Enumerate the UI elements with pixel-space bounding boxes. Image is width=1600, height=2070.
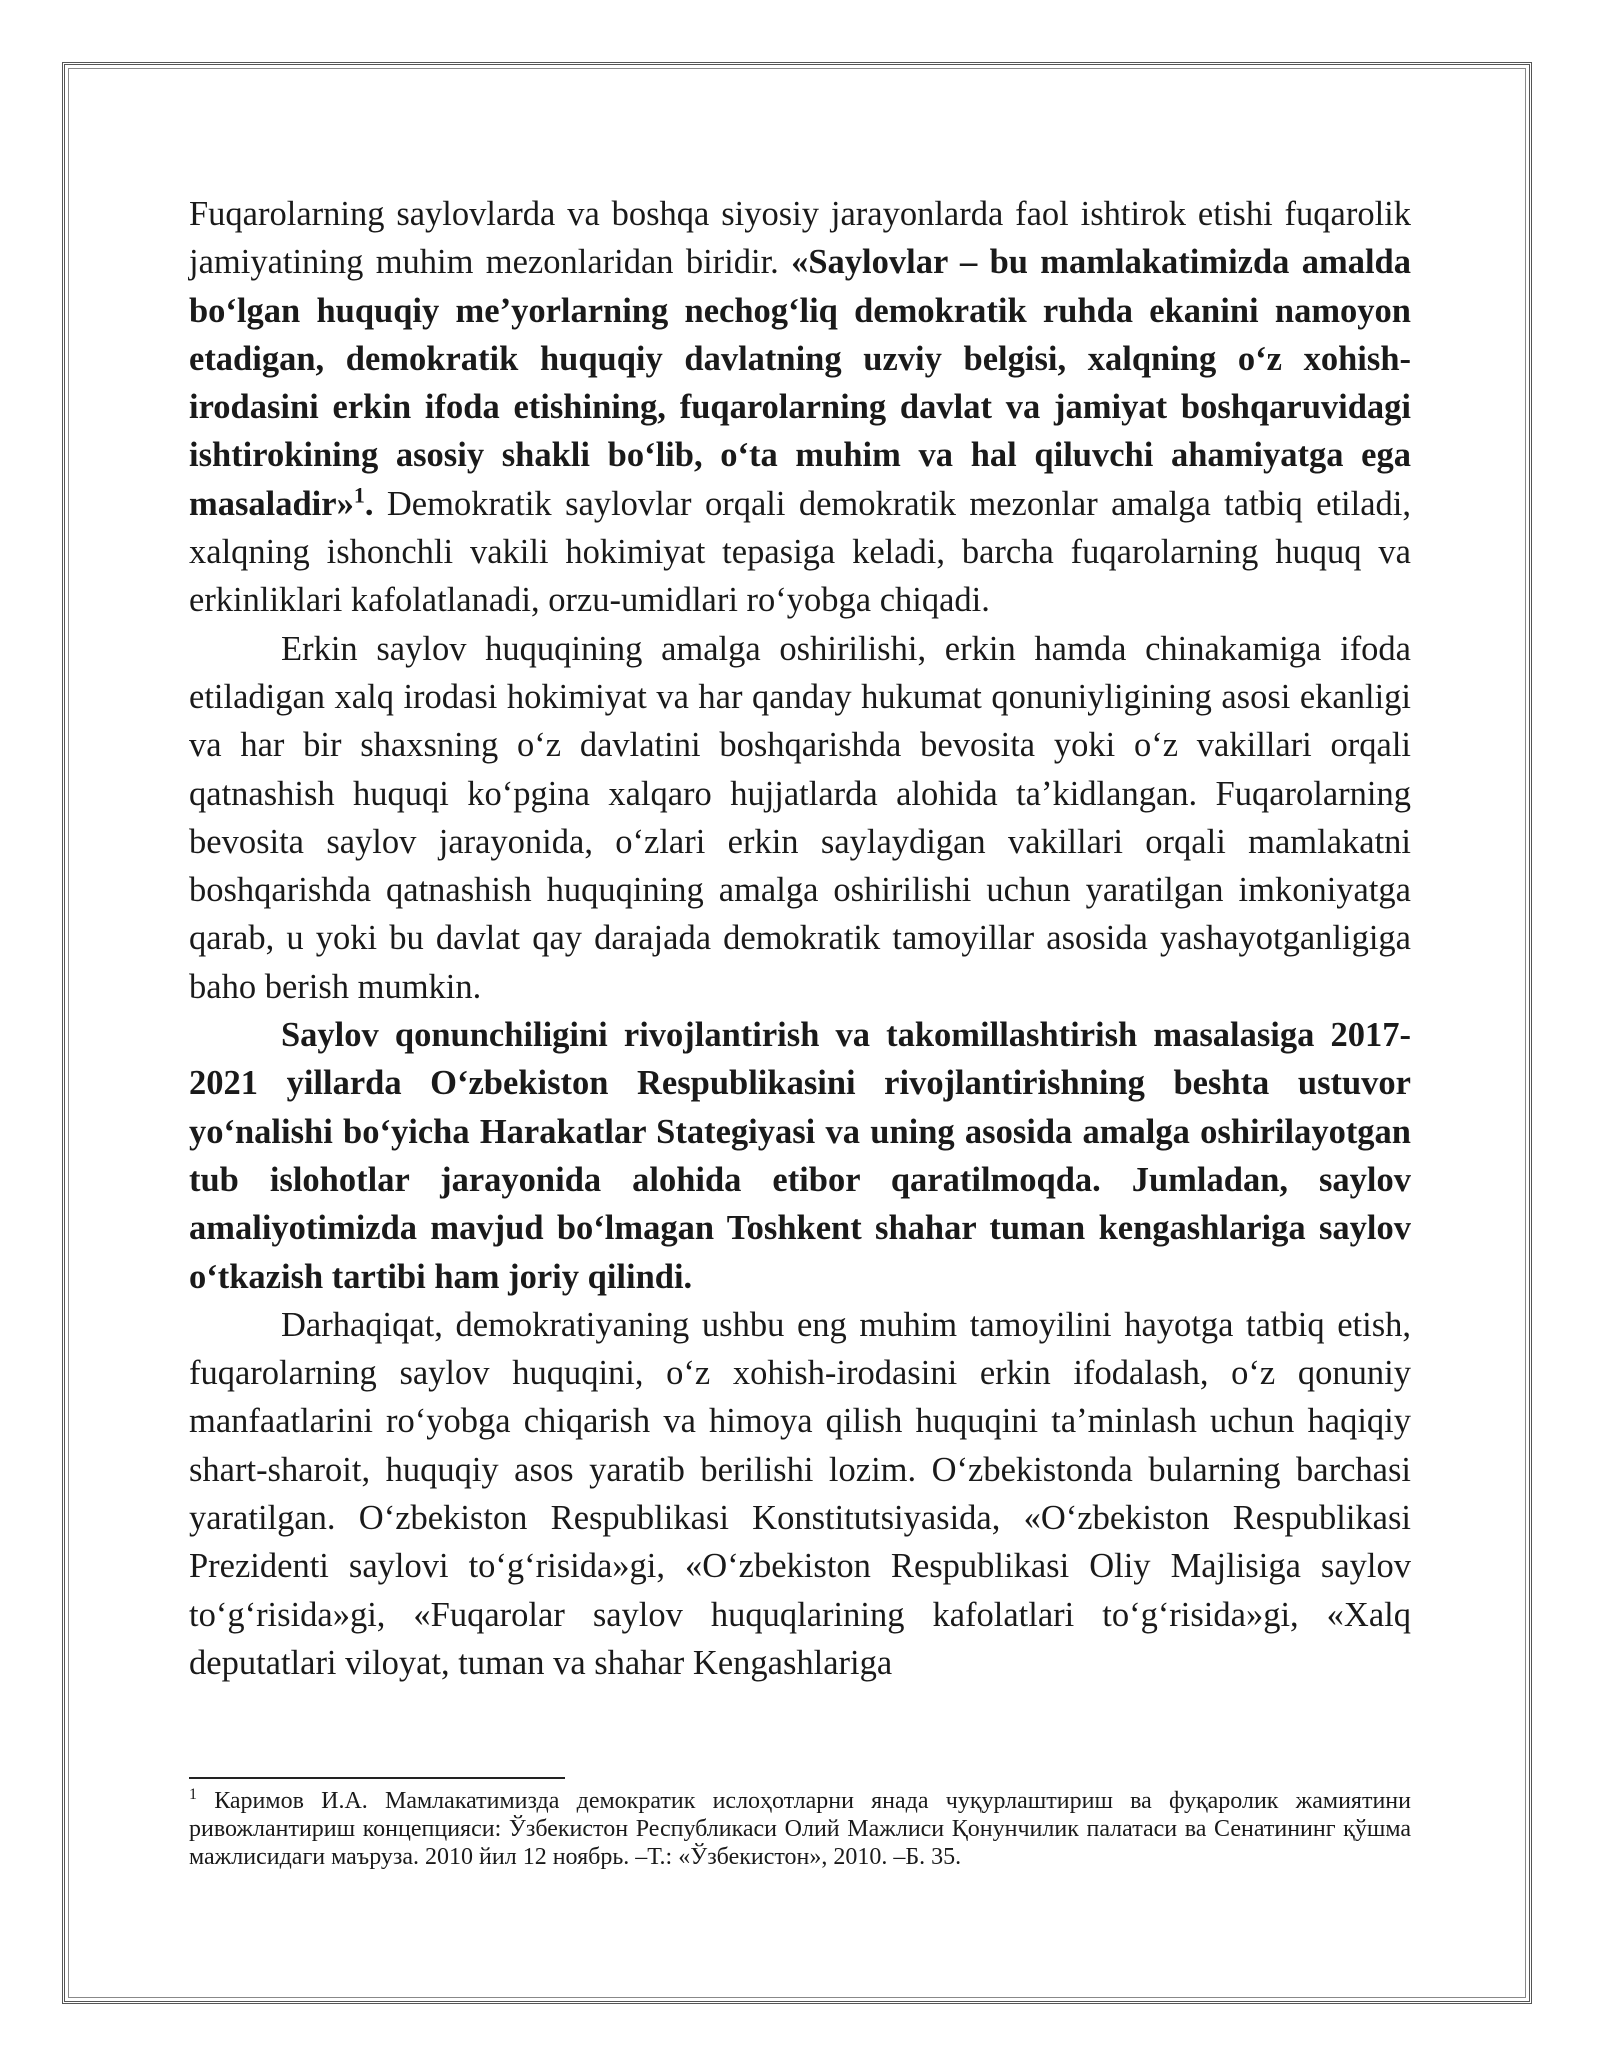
paragraph-4: Darhaqiqat, demokratiyaning ushbu eng muhim tamoyilini hayotga tatbiq etish, fuqarolarning saylov huquqini, oʻz xohish-irodasini erkin ifodalash, oʻz qonuniy manfaatlarini roʻyobga chiqarish va himoya qilish huquqini taʼminlash uchun haqiqiy shart-sharoit, huquqiy asos yaratib berilishi lozim. Oʻzbekistonda bularning barchasi yaratilgan. Oʻzbekiston Respublikasi Konstitutsiyasida, «Oʻzbekiston Respublikasi Prezidenti saylovi toʻgʻrisida»gi, «Oʻzbekiston Respublikasi Oliy Majlisiga saylov toʻgʻrisida»gi, «Fuqarolar saylov huquqlarining kafolatlari toʻgʻrisida»gi, «Xalq deputatlari viloyat, tuman va shahar Kengashlariga (189, 1305, 1411, 1682)
paragraph-3: Saylov qonunchiligini rivojlantirish va takomillashtirish masalasiga 2017-2021 yillarda Oʻzbekiston Respublikasini rivojlantirishning beshta ustuvor yoʻnalishi boʻyicha Harakatlar Stategiyasi va uning asosida amalga oshirilayotgan tub islohotlar jarayonida alohida etibor qaratilmoqda. Jumladan, saylov amaliyotimizda mavjud boʻlmagan Toshkent shahar tuman kengashlariga saylov oʻtkazish tartibi ham joriy qilindi. (189, 1016, 1411, 1296)
document-body (189, 190, 1411, 1687)
paragraph-1-quote-end: . (364, 484, 374, 523)
paragraph-1-quote: «Saylovlar – bu mamlakatimizda amalda boʻlgan huquqiy meʼyorlarning nechogʻliq demokratik ruhda ekanini namoyon etadigan, demokratik huquqiy davlatning uzviy belgisi, xalqning oʻz xohish-irodasini erkin ifoda etishining, fuqarolarning davlat va jamiyat boshqaruvidagi ishtirokining asosiy shakli boʻlib, oʻta muhim va hal qiluvchi ahamiyatga ega masaladir» (189, 243, 1411, 523)
paragraph-2: Erkin saylov huquqining amalga oshirilishi, erkin hamda chinakamiga ifoda etiladigan xalq irodasi hokimiyat va har qanday hukumat qonuniyligining asosi ekanligi va har bir shaxsning oʻz davlatini boshqarishda bevosita yoki oʻz vakillari orqali qatnashish huquqi koʻpgina xalqaro hujjatlarda alohida taʼkidlangan. Fuqarolarning bevosita saylov jarayonida, oʻzlari erkin saylaydigan vakillari orqali mamlakatni boshqarishda qatnashish huquqining amalga oshirilishi uchun yaratilgan imkoniyatga qarab, u yoki bu davlat qay darajada demokratik tamoyillar asosida yashayotganligiga baho berish mumkin. (189, 629, 1411, 1006)
footnote-mark: 1 (189, 1786, 197, 1803)
footnote-reference[interactable]: 1 (353, 482, 365, 508)
paragraph-1 (189, 190, 1411, 625)
paragraph-1-tail: Demokratik saylovlar orqali demokratik mezonlar amalga tatbiq etiladi, xalqning ishonchli vakili hokimiyat tepasiga keladi, barcha fuqarolarning huquq va erkinliklari kafolatlanadi, orzu-umidlari roʻyobga chiqadi. (189, 484, 1411, 620)
footnote (189, 1787, 1411, 1871)
footnote-separator (189, 1777, 565, 1779)
footnote-text: Каримов И.А. Мамлакатимизда демократик ислоҳотларни янада чуқурлаштириш ва фуқаролик жамиятини ривожлантириш концепцияси: Ўзбекистон Республикаси Олий Мажлиси Қонунчилик палатаси ва Сенатининг қўшма мажлисидаги маъруза. 2010 йил 12 ноябрь. –Т.: «Ўзбекистон», 2010. –Б. 35. (189, 1788, 1411, 1870)
paragraph-1-lead: Fuqarolarning saylovlarda va boshqa siyosiy jarayonlarda faol ishtirok etishi fuqarolik jamiyatining muhim mezonlaridan biridir. (189, 195, 1411, 282)
